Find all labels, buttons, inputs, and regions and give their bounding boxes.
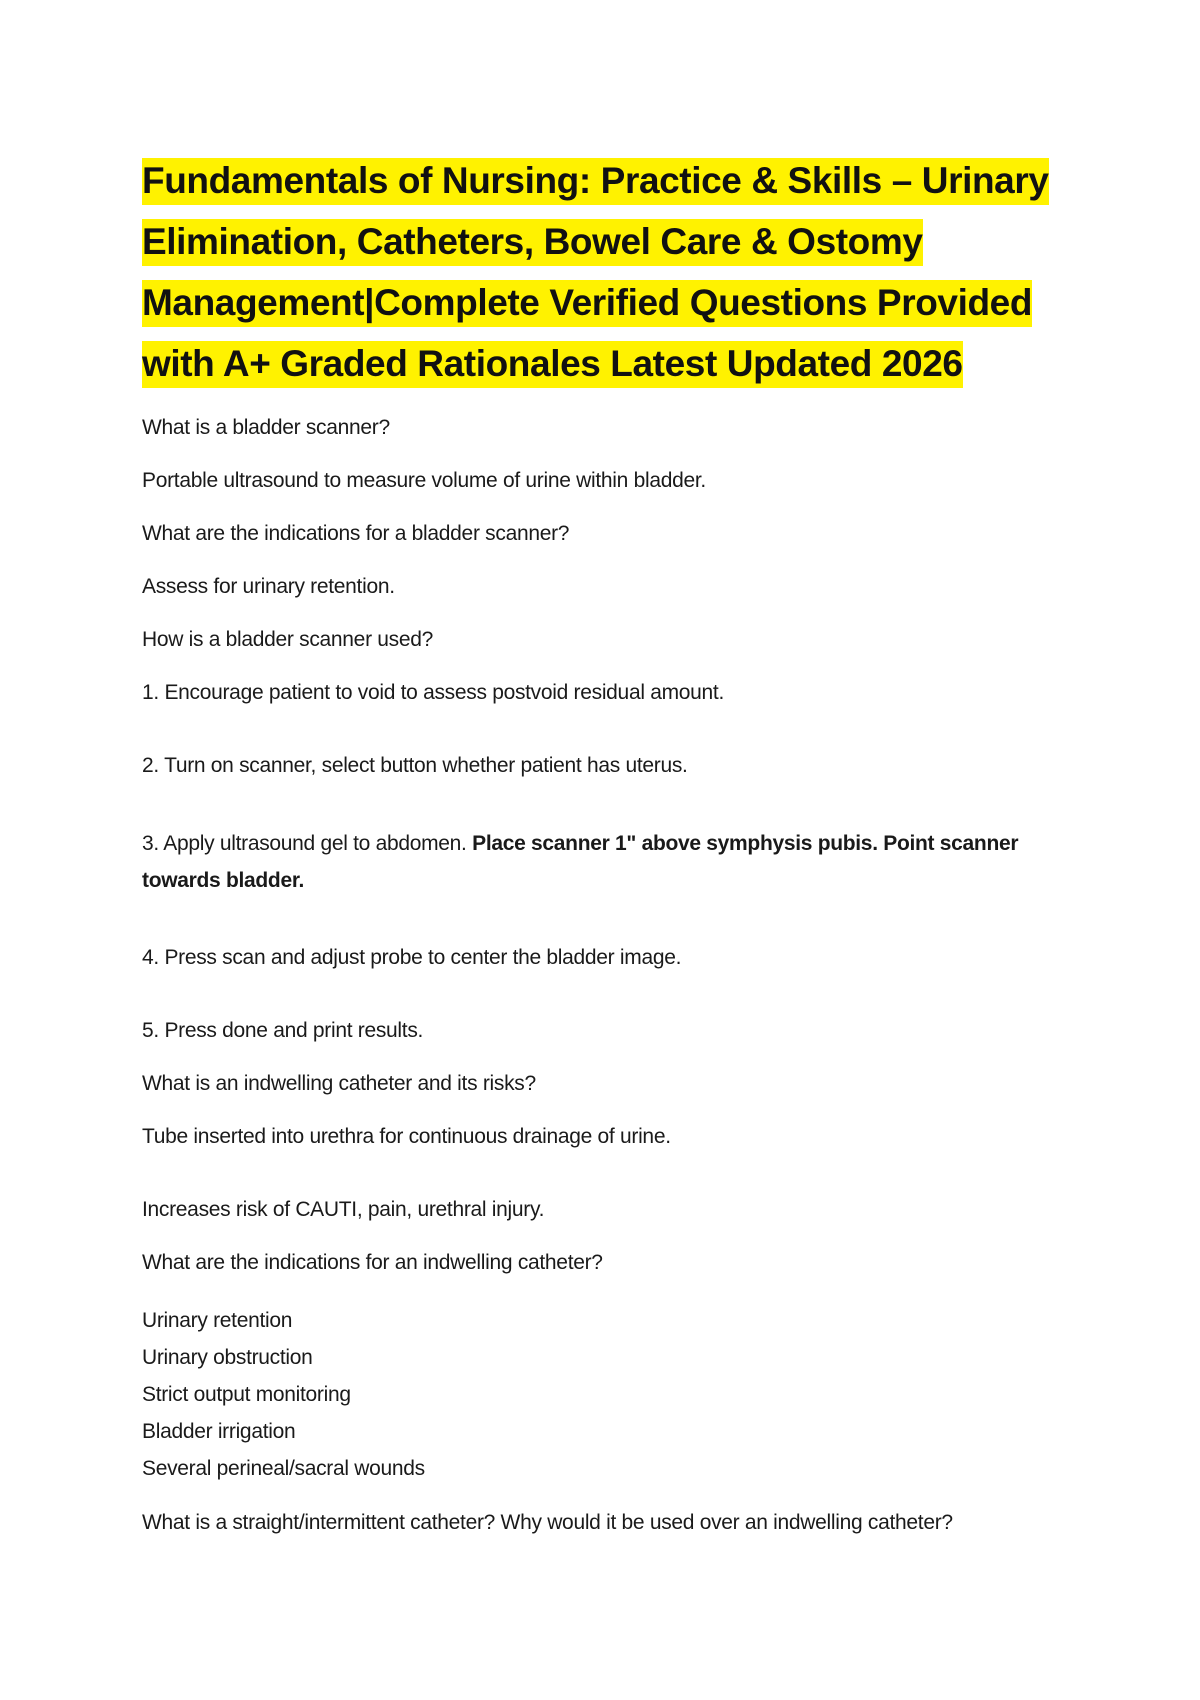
indications-list (142, 1302, 1062, 1487)
list-item: Strict output monitoring (142, 1383, 351, 1406)
title-line: Management|Complete Verified Questions Provided (142, 280, 1032, 327)
title-line: Elimination, Catheters, Bowel Care & Ostomy (142, 219, 923, 266)
question-scanner-usage: How is a bladder scanner used? (142, 628, 434, 651)
document-page (142, 150, 1062, 1562)
list-item: Bladder irrigation (142, 1420, 296, 1443)
list-item: Urinary obstruction (142, 1346, 313, 1369)
step-3-bold-continuation: towards bladder. (142, 869, 305, 892)
step-3 (142, 825, 1062, 899)
step-1: 1. Encourage patient to void to assess postvoid residual amount. (142, 681, 724, 704)
title-line: Fundamentals of Nursing: Practice & Skills – Urinary (142, 158, 1049, 205)
step-4: 4. Press scan and adjust probe to center the bladder image. (142, 946, 682, 969)
step-5: 5. Press done and print results. (142, 1019, 424, 1042)
answer-indwelling-risks: Increases risk of CAUTI, pain, urethral injury. (142, 1198, 545, 1221)
question-scanner-indications: What are the indications for a bladder scanner? (142, 522, 570, 545)
list-item: Several perineal/sacral wounds (142, 1457, 425, 1480)
answer-bladder-scanner: Portable ultrasound to measure volume of urine within bladder. (142, 469, 706, 492)
step-3-line-1 (142, 825, 1062, 862)
answer-scanner-indications: Assess for urinary retention. (142, 575, 395, 598)
step-2: 2. Turn on scanner, select button whether patient has uterus. (142, 754, 688, 777)
answer-indwelling-catheter: Tube inserted into urethra for continuous drainage of urine. (142, 1125, 671, 1148)
document-title (142, 150, 1062, 394)
step-3-text: 3. Apply ultrasound gel to abdomen. (142, 832, 473, 855)
question-bladder-scanner: What is a bladder scanner? (142, 416, 390, 439)
question-indwelling-indications: What are the indications for an indwelling catheter? (142, 1251, 603, 1274)
title-line: with A+ Graded Rationales Latest Updated 2026 (142, 341, 963, 388)
question-indwelling-catheter: What is an indwelling catheter and its risks? (142, 1072, 536, 1095)
list-item: Urinary retention (142, 1309, 293, 1332)
step-3-bold-text: Place scanner 1" above symphysis pubis. Point scanner (472, 832, 1019, 855)
question-straight-catheter: What is a straight/intermittent catheter? Why would it be used over an indwelling catheter? (142, 1511, 953, 1534)
